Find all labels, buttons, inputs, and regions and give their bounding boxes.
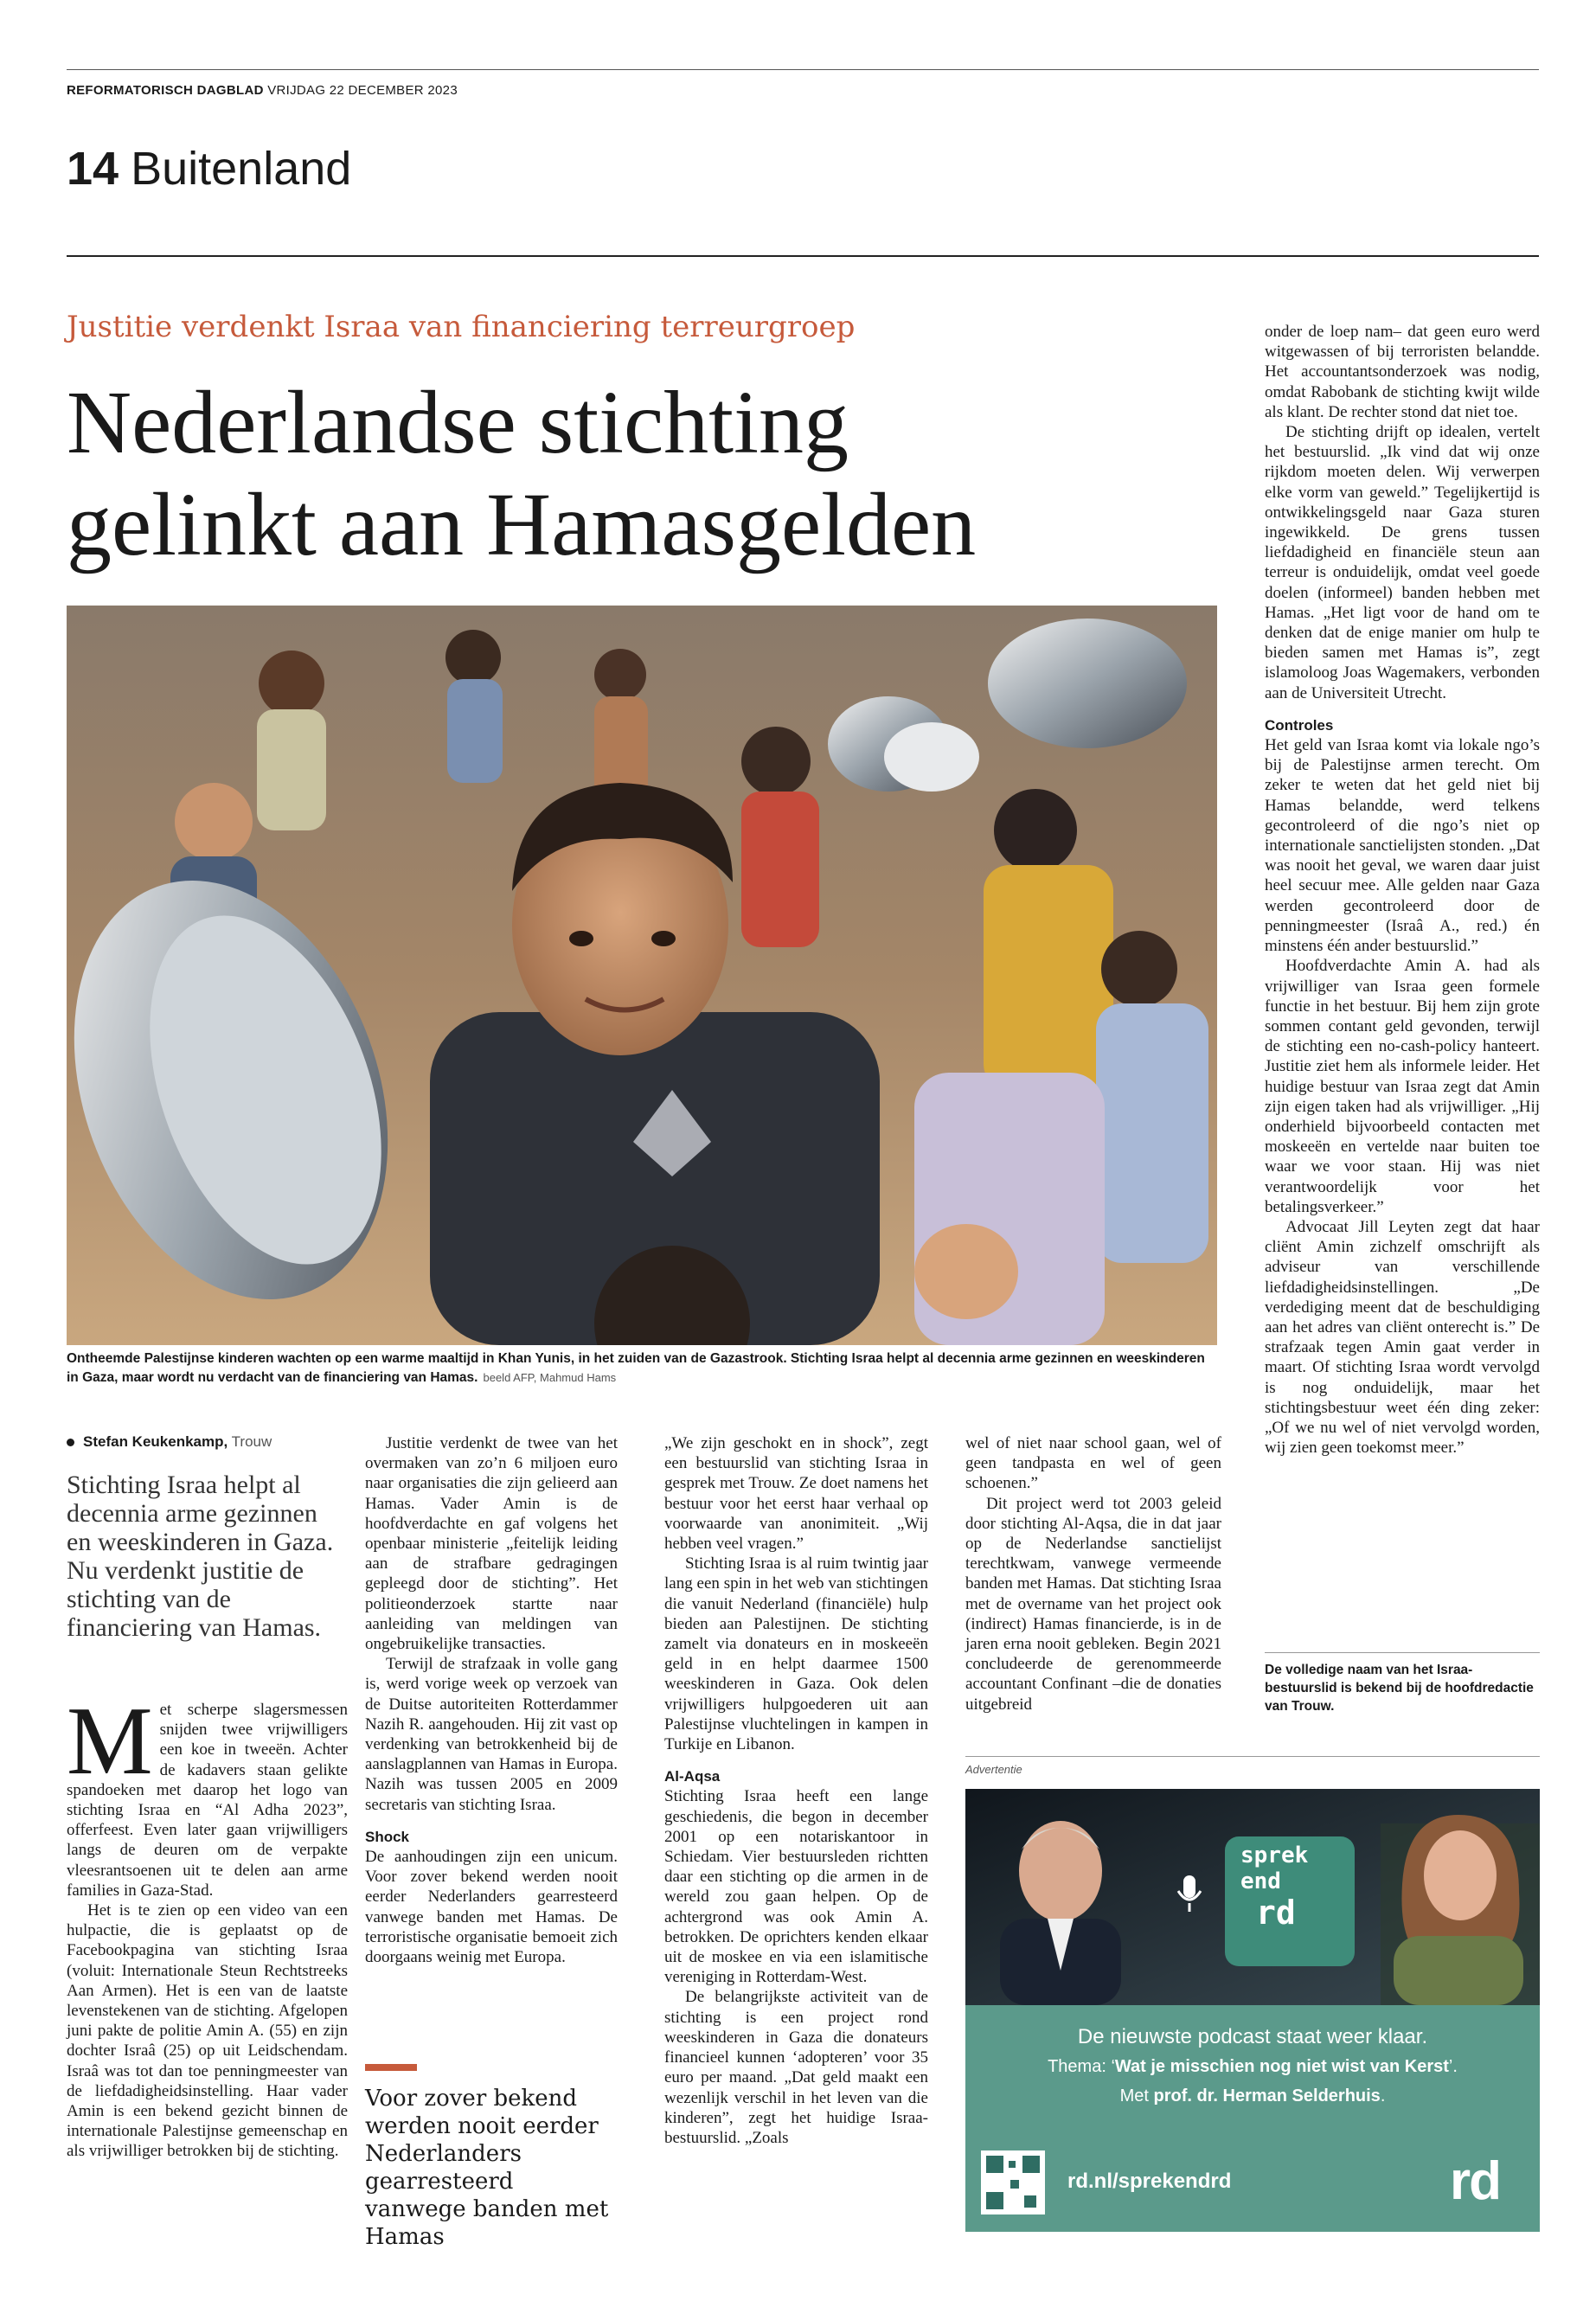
top-rule <box>67 69 1539 70</box>
logo-line: end <box>1240 1868 1281 1894</box>
headline-line: gelinkt aan Hamasgelden <box>67 475 977 574</box>
photo-caption <box>67 1349 1217 1388</box>
paragraph: onder de loep nam– dat geen euro werd witgewassen of bij terroristen belandde. Het accountantsonderzoek was nodig, omdat Rabobank de stichting kwijt wilde als klant. De rechter stond dat niet toe. <box>1265 323 1540 421</box>
ad-text: Met <box>1119 2086 1154 2106</box>
ad-text: ’. <box>1448 2057 1458 2076</box>
headline-line: Nederlandse stichting <box>67 373 849 472</box>
paragraph: De stichting drijft op idealen, vertelt het bestuurslid. „Ik vind dat wij onze rijkdom moeten delen. Wij verwerpen elke vorm van geweld.” Tegelijkertijd is ontwikkelingsgeld naar Gaza sturen ingewikkeld. De grens tussen liefdadigheid en financiële steun aan terreur is onduidelijk, omdat veel goede doelen (informeel) banden hebben met Hamas. „Het ligt voor de hand om te denken dat de enige manier om hulp te bieden samen met Hamas is”, zegt islamoloog Joas Wagemakers, verbonden aan de Universiteit Utrecht. <box>1265 423 1540 702</box>
ad-line-2 <box>965 2052 1540 2081</box>
paragraph: Het is te zien op een video van een hulpactie, die is geplaatst op de Facebookpagina van stichting Israa (voluit: Internationale Steun Rechtstreeks Aan Armen). Het is een van de laatste levenstekenen van de stichting. Afgelopen juni pakte de politie Amin A. (55) en zijn dochter Israâ (25) op uit Leidschendam. Israâ was tot dan toe penningmeester van de liefdadigheidsinstelling. Haar vader Amin is een bekend gezicht binnen de internationale Palestijnse gemeenschap en als vrijwilliger betrokken bij de stichting. <box>67 1901 348 2161</box>
column-1 <box>67 1688 348 2162</box>
paragraph: Hoofdverdachte Amin A. had als vrijwilliger van Israa geen formele functie in het bestuur. Bij hem zijn grote sommen contant geld gevonden, terwijl de stichting een no-cash-policy hanteert. Justitie ziet hem als informele leider. Het huidige bestuur van Israa zegt dat Amin zijn eigen taken had als vrijwilliger. „Hij onderhield bijvoorbeeld contacten met moskeeën en vertelde naar buiten toe waar we voor staan. Hij was niet verantwoordelijk voor het betalingsverkeer.” <box>1265 957 1540 1216</box>
ad-text-bold: Wat je misschien nog niet wist van Kerst <box>1114 2057 1449 2076</box>
paragraph: De aanhoudingen zijn een unicum. Voor zover bekend werden nooit eerder Nederlanders gearresteerd vanwege banden met Hamas. De terroristische organisatie bemoeit zich doorgaans weinig met Europa. <box>365 1848 618 1967</box>
footnote: De volledige naam van het Israa-bestuurslid is bekend bij de hoofdredactie van Trouw. <box>1265 1663 1534 1714</box>
paragraph: Terwijl de strafzaak in volle gang is, werd vorige week op verzoek van de Duitse autoriteiten Rotterdammer Nazih R. aangehouden. Hij zit vast op verdenking van betrokkenheid bij de aanslagplannen van Hamas in Europa. Nazih was tussen 2005 en 2009 secretaris van stichting Israa. <box>365 1655 618 1814</box>
logo-line: rd <box>1256 1894 1296 1932</box>
paragraph: Justitie verdenkt de twee van het overmaken van zo’n 6 miljoen euro naar organisaties die zijn gelieerd aan Hamas. Vader Amin is de hoofdverdachte en gaf volgens het openbaar ministerie „feitelijk leiding aan de strafbare gedragingen gepleegd door de stichting”. Het politieonderzoek startte naar aanleiding van meldingen van ongebruikelijke transacties. <box>365 1434 618 1654</box>
section-header <box>67 143 352 195</box>
rd-logo: rd <box>1450 2151 1500 2211</box>
photo-credit: beeld AFP, Mahmud Hams <box>483 1371 617 1384</box>
podcast-ad[interactable] <box>965 1789 1540 2232</box>
ad-line-1: De nieuwste podcast staat weer klaar. <box>1077 2025 1428 2048</box>
ad-label: Advertentie <box>965 1763 1022 1776</box>
sprekend-logo <box>1225 1843 1355 1931</box>
ad-url-link[interactable]: rd.nl/sprekendrd <box>1067 2170 1232 2193</box>
page-number: 14 <box>67 143 119 195</box>
ad-rule <box>965 1756 1540 1757</box>
author-name: Stefan Keukenkamp, <box>83 1433 228 1450</box>
column-3 <box>664 1433 928 2148</box>
ad-text-bold: prof. dr. Herman Selderhuis <box>1153 2086 1381 2106</box>
author-org: Trouw <box>231 1433 272 1450</box>
subheading: Controles <box>1265 716 1334 734</box>
paragraph: wel of niet naar school gaan, wel of geen tandpasta en wel of geen schoenen.” <box>965 1434 1221 1493</box>
column-5 <box>1265 322 1540 1458</box>
subheading: Shock <box>365 1828 410 1845</box>
ad-text: . <box>1380 2086 1386 2106</box>
column-4 <box>965 1433 1221 1715</box>
section-name: Buitenland <box>131 143 352 195</box>
paragraph-text: et scherpe slagersmessen snijden twee vrijwilligers een koe in tweeën. Achter de kadavers staan gelikte spandoeken met daarop het logo van stichting Israa en “Al Adha 2023”, offerfeest. Even later gaan vrijwilligers langs de deuren om de verpakte vleesrantsoenen uit te delen aan arme families in Gaza-Stad. <box>67 1701 348 1900</box>
section-rule <box>67 255 1539 257</box>
issue-date: VRIJDAG 22 DECEMBER 2023 <box>267 83 458 98</box>
caption-text: Ontheemde Palestijnse kinderen wachten op een warme maaltijd in Khan Yunis, in het zuiden van de Gazastrook. Stichting Israa helpt al decennia arme gezinnen en weeskinderen in Gaza, maar wordt nu verdacht van de financiering van Hamas. <box>67 1351 1205 1385</box>
headline <box>67 372 1191 576</box>
article-intro: Stichting Israa helpt al decennia arme gezinnen en weeskinderen in Gaza. Nu verdenkt justitie de stichting van de financiering van Hamas. <box>67 1471 334 1642</box>
paragraph: Stichting Israa heeft een lange geschiedenis, die begon in december 2001 op een notariskantoor in Schiedam. Vier bestuursleden richtten daar een stichting op die armen in de wereld zou gaan helpen. Op de achtergrond was ook Amin A. betrokken. De oprichters kenden elkaar uit de moskee en via een islamitische vereniging in Rotterdam-West. <box>664 1787 928 1987</box>
paper-name: REFORMATORISCH DAGBLAD <box>67 83 264 98</box>
ad-line-3 <box>965 2081 1540 2111</box>
paragraph <box>67 1688 348 1900</box>
article-photo <box>67 606 1217 1345</box>
paragraph: Dit project werd tot 2003 geleid door stichting Al-Aqsa, die in dat jaar op de Nederlandse sanctielijst terechtkwam, vanwege vermeende banden met Hamas. Dat stichting Israa met de overname van het project ook (indirect) Hamas financierde, is in de jaren erna nooit gebleken. Begin 2021 concludeerde de gerenommeerde accountant Confinant –die de donaties uitgebreid <box>965 1494 1221 1714</box>
byline <box>67 1433 272 1451</box>
logo-line: sprek <box>1240 1843 1309 1868</box>
paragraph: Stichting Israa is al ruim twintig jaar lang een spin in het web van stichtingen die vanuit Nederland (financiële) hulp bieden aan Palestijnen. De stichting zamelt via donateurs en in moskeeën geld in en helpt daarmee 1500 weeskinderen in Gaza. Ook delen vrijwilligers hulpgoederen uit aan Palestijnse vluchtelingen in kampen in Turkije en Libanon. <box>664 1554 928 1754</box>
byline-bullet <box>67 1439 74 1446</box>
paragraph: „We zijn geschokt en in shock”, zegt een bestuurslid van stichting Israa in gesprek met Trouw. Ze doet namens het bestuur voor het eerst haar verhaal op voorwaarde van anonimiteit. „Wij hebben veel vragen.” <box>664 1434 928 1554</box>
pull-quote: Voor zover bekend werden nooit eerder Nederlanders gearresteerd vanwege banden met Hamas <box>365 2086 609 2250</box>
paragraph: Het geld van Israa komt via lokale ngo’s bij de Palestijnse armen terecht. Om zeker te weten dat het geld niet bij Hamas belandde, werd telkens gecontroleerd of die ngo’s niet op internationale sanctielijsten stonden. „Dat was nooit het geval, we waren daar juist heel secuur mee. Alle gelden naar Gaza werden gecontroleerd door de penningmeester (Israâ A., red.) én minstens één ander bestuurslid.” <box>1265 736 1540 956</box>
kicker: Justitie verdenkt Israa van financiering terreurgroep <box>67 310 856 344</box>
footnote-rule <box>1265 1652 1540 1653</box>
ad-text: Thema: ‘ <box>1048 2057 1115 2076</box>
ad-copy <box>965 2022 1540 2111</box>
quote-accent-bar <box>365 2064 417 2071</box>
paragraph: De belangrijkste activiteit van de stichting is een project rond weeskinderen in Gaza die donateurs financieel kunnen ‘adopteren’ voor 35 euro per maand. „Dat geld maakt een wezenlijk verschil in het leven van die kinderen”, zegt het huidige Israa-bestuurslid. „Zoals <box>664 1988 928 2147</box>
column-2 <box>365 1433 618 1967</box>
drop-cap: M <box>67 1688 153 1795</box>
paragraph: Advocaat Jill Leyten zegt dat haar cliënt Amin zichzelf omschrijft als adviseur van verschillende liefdadigheidsinstellingen. „De verdediging meent dat de beschuldiging aan het adres van cliënt onterecht is.” De strafzaak tegen Amin gaat verder in maart. Of stichting Israa wordt vervolgd is nog onduidelijk, maar het stichtingsbestuur weet één ding zeker: „Of we nu wel of niet vervolgd worden, wij zien geen toekomst meer.” <box>1265 1217 1540 1458</box>
masthead <box>67 83 458 98</box>
subheading: Al-Aqsa <box>664 1768 721 1785</box>
